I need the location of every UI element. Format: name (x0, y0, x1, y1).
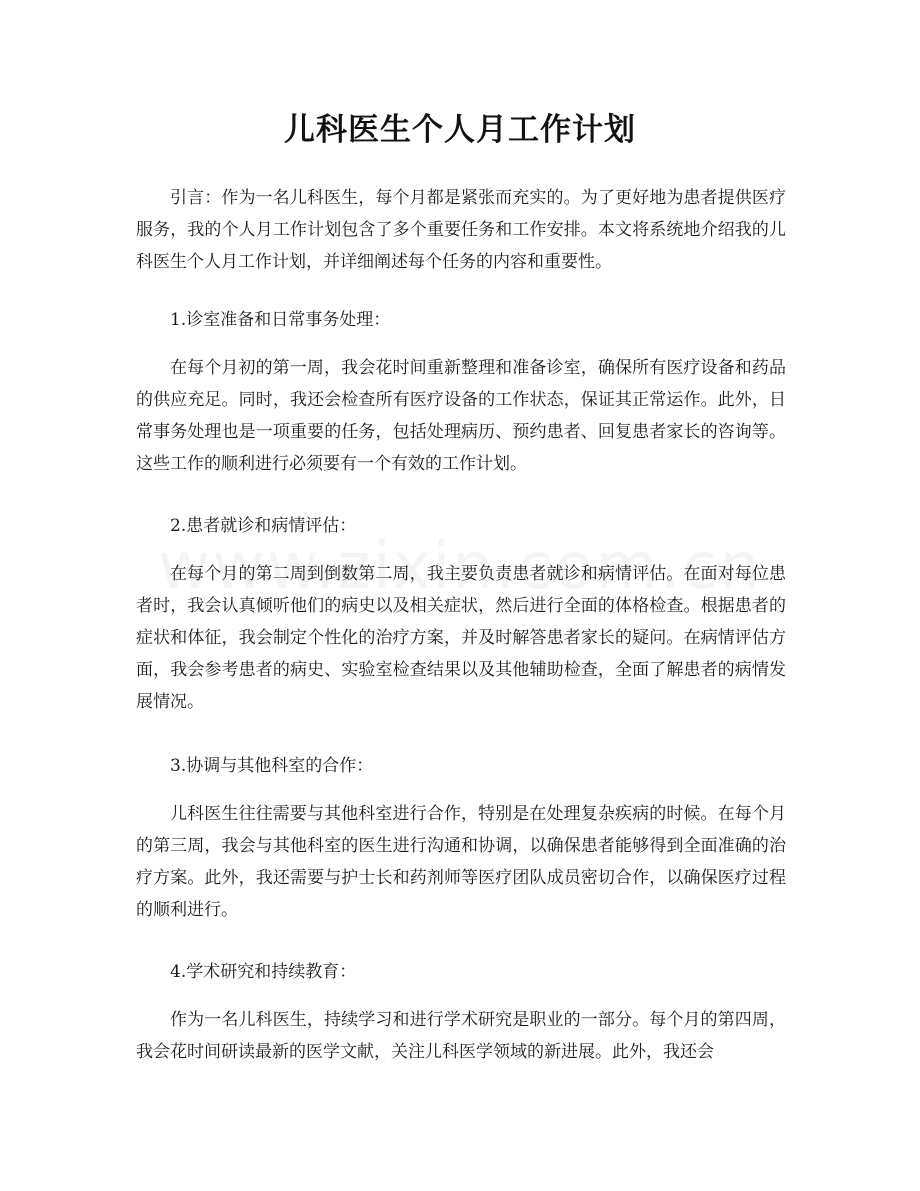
section-body-2: 在每个月的第二周到倒数第二周，我主要负责患者就诊和病情评估。在面对每位患者时，我会认真倾听他们的病史以及相关症状，然后进行全面的体格检查。根据患者的症状和体征，我会制定个性化的治疗方案，并及时解答患者家长的疑问。在病情评估方面，我会参考患者的病史、实验室检查结果以及其他辅助检查，全面了解患者的病情发展情况。 (136, 564, 786, 712)
document-title: 儿科医生个人月工作计划 (284, 112, 636, 148)
section-heading-2: 2.患者就诊和病情评估： (170, 516, 357, 536)
section-body-1: 在每个月初的第一周，我会花时间重新整理和准备诊室，确保所有医疗设备和药品的供应充足。同时，我还会检查所有医疗设备的工作状态，保证其正常运作。此外，日常事务处理也是一项重要的任务，包括处理病历、预约患者、回复患者家长的咨询等。这些工作的顺利进行必须要有一个有效的工作计划。 (136, 358, 786, 474)
section-heading-1: 1.诊室准备和日常事务处理： (170, 310, 391, 330)
section-heading-4: 4.学术研究和持续教育： (170, 962, 357, 982)
section-body-4: 作为一名儿科医生，持续学习和进行学术研究是职业的一部分。每个月的第四周，我会花时间研读最新的医学文献，关注儿科医学领域的新进展。此外，我还会 (136, 1010, 786, 1062)
section-body-3: 儿科医生往往需要与其他科室进行合作，特别是在处理复杂疾病的时候。在每个月的第三周，我会与其他科室的医生进行沟通和协调，以确保患者能够得到全面准确的治疗方案。此外，我还需要与护士长和药剂师等医疗团队成员密切合作，以确保医疗过程的顺利进行。 (136, 804, 786, 920)
intro-paragraph: 引言：作为一名儿科医生，每个月都是紧张而充实的。为了更好地为患者提供医疗服务，我的个人月工作计划包含了多个重要任务和工作安排。本文将系统地介绍我的儿科医生个人月工作计划，并详细阐述每个任务的内容和重要性。 (136, 188, 786, 272)
section-heading-3: 3.协调与其他科室的合作： (170, 756, 374, 776)
